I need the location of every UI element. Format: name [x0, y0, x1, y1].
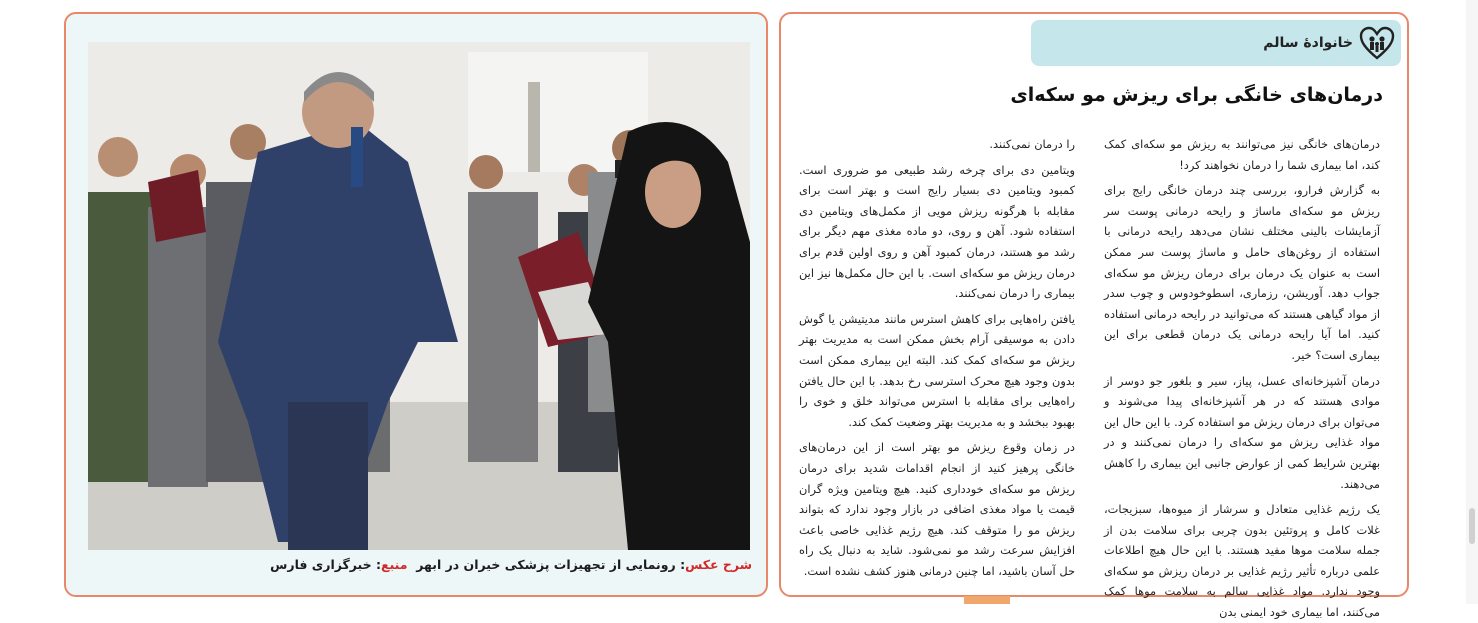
photo-caption: [88, 552, 752, 578]
article-headline: درمان‌های خانگی برای ریزش مو سکه‌ای: [1010, 84, 1383, 106]
paragraph: یافتن راه‌هایی برای کاهش استرس مانند مدیتیشن یا گوش دادن به موسیقی آرام بخش ممکن است به مدیریت بهتر ریزش مو سکه‌ای کمک کند. البته این بیماری ممکن است بدون وجود هیچ محرک استرسی رخ بدهد. با این حال یافتن راه‌هایی برای مقابله با استرس می‌تواند خلق و خوی را بهبود ببخشد و به مدیریت بهتر وضعیت کمک کند.: [799, 311, 1075, 429]
caption-text: : رونمایی از تجهیزات پزشکی خیران در ابهر: [416, 557, 686, 572]
photo-panel: [64, 12, 768, 597]
event-photo: [88, 42, 750, 550]
paragraph: درمان آشپزخانه‌ای عسل، پیاز، سیر و بلغور جو دوسر از موادی هستند که در هر آشپزخانه‌ای پیدا می‌شوند و می‌توان برای درمان ریزش مو استفاده کرد. با این حال این مواد غذایی ریزش مو سکه‌ای را درمان نمی‌کنند و در بهترین شرایط کمی از عوارض جانبی این بیماری را کاهش می‌دهند.: [1104, 373, 1380, 491]
source-text: : خبرگزاری فارس: [270, 557, 382, 572]
scrollbar-thumb[interactable]: [1469, 508, 1475, 544]
source-label: منبع: [381, 557, 408, 572]
article-column-right: [1104, 134, 1380, 620]
article-panel: [779, 12, 1409, 620]
page-marker: [964, 596, 1010, 604]
paragraph: یک رژیم غذایی متعادل و سرشار از میوه‌ها، سبزیجات، غلات کامل و پروتئین بدون چربی برای سلامت بدن از جمله سلامت موها مفید هستند. با این حال هیچ اطلاعات علمی درباره تأثیر رژیم غذایی بر درمان ریزش مو سکه‌ای وجود ندارد. مواد غذایی سالم به سلامت موها کمک می‌کنند، اما بیماری خود ایمنی بدن: [1104, 502, 1380, 620]
paragraph: ویتامین دی برای چرخه رشد طبیعی مو ضروری است. کمبود ویتامین دی بسیار رایج است و بهتر است برای مقابله با هرگونه ریزش مویی از مکمل‌های ویتامین دی استفاده شود. آهن و روی، دو ماده مغذی مهم دیگر برای رشد مو هستند، درمان کمبود آهن و روی اولین قدم برای درمان ریزش مو سکه‌ای است. با این حال مکمل‌ها نیز این بیماری را درمان نمی‌کنند.: [799, 162, 1075, 301]
caption-label: شرح عکس: [685, 557, 752, 572]
paragraph: درمان‌های خانگی نیز می‌توانند به ریزش مو سکه‌ای کمک کند، اما بیماری شما را درمان نخواهند کرد!: [1104, 137, 1380, 172]
heart-family-icon: [1359, 26, 1395, 60]
photo-illustration: [88, 42, 750, 550]
article-column-left: [799, 134, 1075, 588]
section-label: خانوادهٔ سالم: [1263, 35, 1353, 51]
paragraph: را درمان نمی‌کنند.: [989, 137, 1075, 151]
paragraph: در زمان وقوع ریزش مو بهتر است از این درمان‌های خانگی پرهیز کنید از انجام اقدامات شدید برای درمان ریزش مو سکه‌ای خودداری کنید. هیچ ویتامین ویژه گران قیمت یا مواد مغذی اضافی در بازار وجود ندارد که بتواند ریزش مو را متوقف کند. هیچ رژیم غذایی خاصی باعث افزایش سرعت رشد مو نمی‌شود. شاید به دنبال یک راه حل آسان باشید، اما چنین درمانی هنوز کشف نشده است.: [799, 440, 1075, 578]
paragraph: به گزارش فرارو، بررسی چند درمان خانگی رایج برای ریزش مو سکه‌ای ماساژ و رایحه درمانی پوست سر آزمایشات بالینی مختلف نشان می‌دهد رایحه درمانی با استفاده از روغن‌های حامل و ماساژ پوست سر ممکن است به عنوان یک درمان برای درمان ریزش مو سکه‌ای جواب دهد. آوریشن، رزماری، اسطوخودوس و چوب سدر از مواد گیاهی هستند که می‌توانید در رایحه درمانی استفاده کنید. اما آیا رایحه درمانی یک درمان قطعی برای این بیماری است؟ خیر.: [1104, 183, 1380, 362]
section-tab: [1031, 20, 1401, 66]
